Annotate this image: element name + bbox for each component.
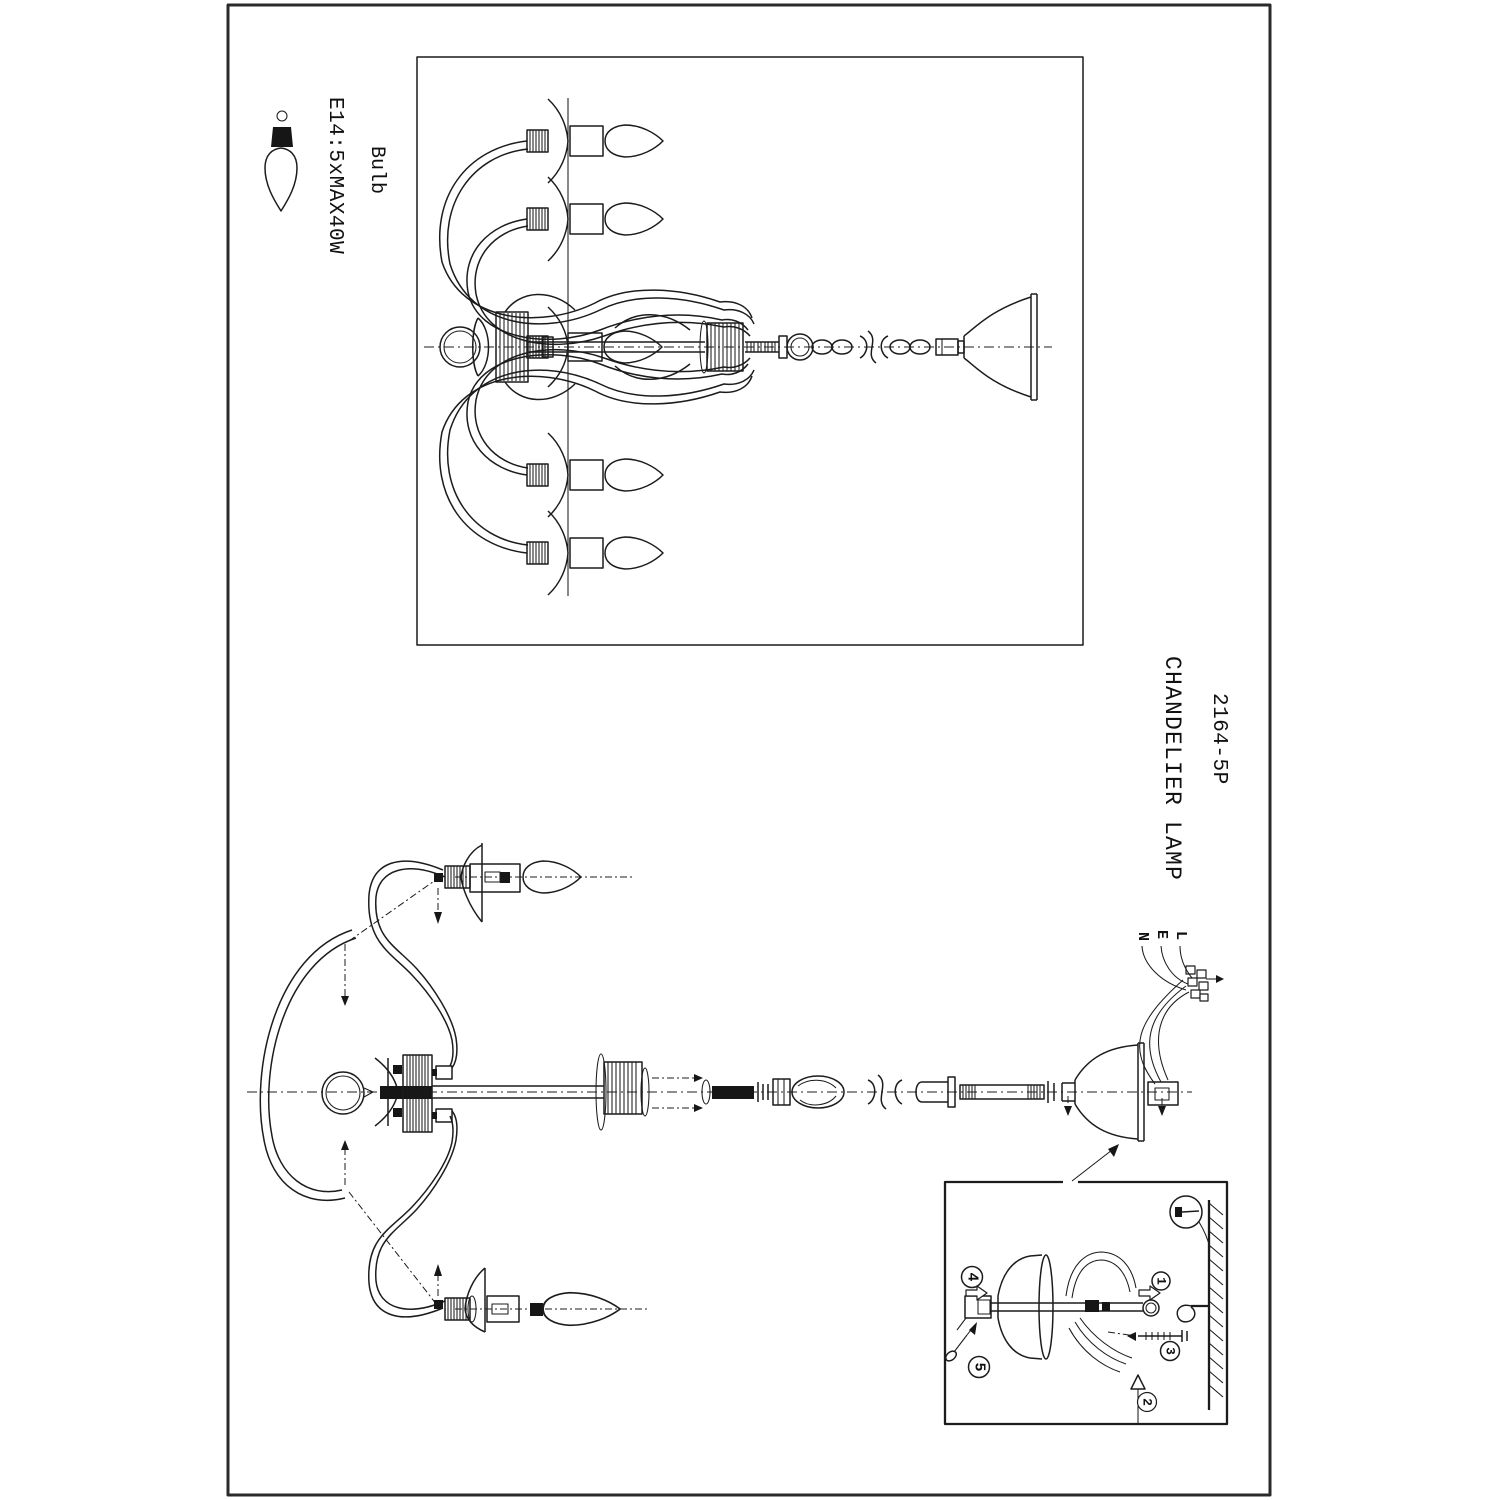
threaded-rod xyxy=(712,1086,754,1099)
title-block xyxy=(1159,656,1230,881)
wiring xyxy=(1134,930,1224,1084)
wire-label-neutral: N xyxy=(1134,932,1151,942)
top-candle-assembly xyxy=(434,843,634,922)
inset-leader xyxy=(1072,1144,1119,1181)
part-callout-4 xyxy=(962,1267,988,1301)
assembled-view-box xyxy=(417,57,1083,645)
triangle-arrow-icon xyxy=(1131,1375,1145,1389)
part-callout-3 xyxy=(1108,1330,1187,1361)
candle-arm-top-1 xyxy=(527,99,663,183)
bulb-spec-label: E14:5xMAX40W xyxy=(323,97,346,255)
insert-arrow-icon xyxy=(1139,1286,1160,1300)
exploded-view xyxy=(247,843,1224,1332)
model-number: 2164-5P xyxy=(1207,693,1230,785)
candle-arm-bottom-2 xyxy=(527,511,663,595)
inset-canopy-assembly xyxy=(957,1252,1159,1372)
candle-arm-top-2 xyxy=(527,177,663,261)
mounting-detail-inset xyxy=(944,1182,1227,1424)
part-callout-5 xyxy=(944,1322,990,1378)
part-callout-1 xyxy=(1139,1272,1170,1300)
wire-label-earth: E xyxy=(1153,930,1170,940)
part-number-1: 1 xyxy=(1153,1277,1169,1285)
product-name: CHANDELIER LAMP xyxy=(1159,656,1185,882)
ceiling-hatch xyxy=(1209,1200,1223,1410)
ceiling-canopy xyxy=(964,297,1031,397)
part-number-2: 2 xyxy=(1139,1398,1155,1406)
candle-arm-center xyxy=(527,307,662,387)
screw-balloon xyxy=(1170,1196,1210,1248)
terminal-block xyxy=(1186,966,1208,1001)
part-callout-2 xyxy=(1131,1375,1157,1424)
bottom-candle-assembly xyxy=(434,1268,650,1332)
part-number-5: 5 xyxy=(970,1362,988,1372)
ceiling-hook-icon xyxy=(1177,1305,1209,1322)
ball-finial xyxy=(322,1072,373,1114)
assembled-view xyxy=(417,57,1083,645)
part-number-3: 3 xyxy=(1162,1347,1178,1355)
sheet-border xyxy=(228,5,1270,1495)
wire-label-live: L xyxy=(1172,931,1189,941)
lamp-socket xyxy=(1148,1082,1178,1105)
bulb-label: Bulb xyxy=(365,146,388,195)
bulb-spec-block xyxy=(265,97,388,254)
candle-bulb-icon xyxy=(265,111,297,211)
insert-arrow-icon xyxy=(966,1286,987,1300)
candle-arm-bottom-1 xyxy=(527,433,663,517)
part-number-4: 4 xyxy=(963,1272,981,1282)
center-hub xyxy=(375,1055,452,1132)
